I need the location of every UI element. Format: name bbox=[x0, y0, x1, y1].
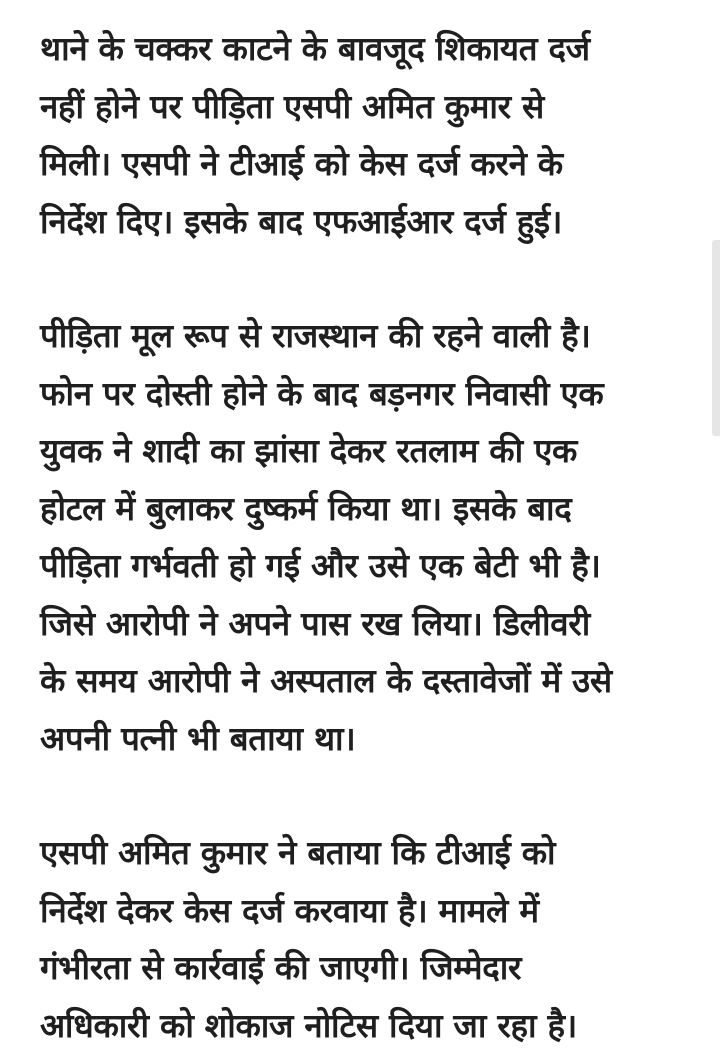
text-line: युवक ने शादी का झांसा देकर रतलाम की एक bbox=[40, 431, 578, 470]
text-line: जिसे आरोपी ने अपने पास रख लिया। डिलीवरी bbox=[40, 603, 591, 643]
text-line: गंभीरता से कार्रवाई की जाएगी। जिम्मेदार bbox=[40, 948, 522, 987]
text-line: निर्देश देकर केस दर्ज करवाया है। मामले में bbox=[40, 890, 539, 930]
text-line: के समय आरोपी ने अस्पताल के दस्तावेजों में उसे bbox=[40, 661, 612, 700]
paragraph-3 bbox=[40, 824, 700, 1054]
text-line: पीड़िता गर्भवती हो गई और उसे एक बेटी भी है। bbox=[40, 546, 601, 585]
paragraph-spacer bbox=[40, 767, 700, 824]
scrollbar-thumb[interactable] bbox=[712, 240, 720, 436]
text-line: अपनी पत्नी भी बताया था। bbox=[40, 718, 356, 758]
paragraph-spacer bbox=[40, 250, 700, 307]
paragraph-1 bbox=[40, 20, 700, 250]
text-line: एसपी अमित कुमार ने बताया कि टीआई को bbox=[40, 833, 556, 872]
text-line: मिली। एसपी ने टीआई को केस दर्ज करने के bbox=[40, 144, 563, 183]
text-line: फोन पर दोस्ती होने के बाद बड़नगर निवासी एक bbox=[40, 373, 604, 413]
article-body bbox=[40, 20, 700, 1054]
text-line: थाने के चक्कर काटने के बावजूद शिकायत दर्ज bbox=[40, 29, 590, 68]
text-line: पीड़िता मूल रूप से राजस्थान की रहने वाली है। bbox=[40, 316, 591, 355]
text-line: होटल में बुलाकर दुष्कर्म किया था। इसके बाद bbox=[40, 488, 572, 528]
text-line: निर्देश दिए। इसके बाद एफआईआर दर्ज हुई। bbox=[40, 201, 563, 241]
text-line: नहीं होने पर पीड़िता एसपी अमित कुमार से bbox=[40, 86, 545, 126]
text-line: अधिकारी को शोकाज नोटिस दिया जा रहा है। bbox=[40, 1005, 577, 1045]
paragraph-2 bbox=[40, 307, 700, 767]
